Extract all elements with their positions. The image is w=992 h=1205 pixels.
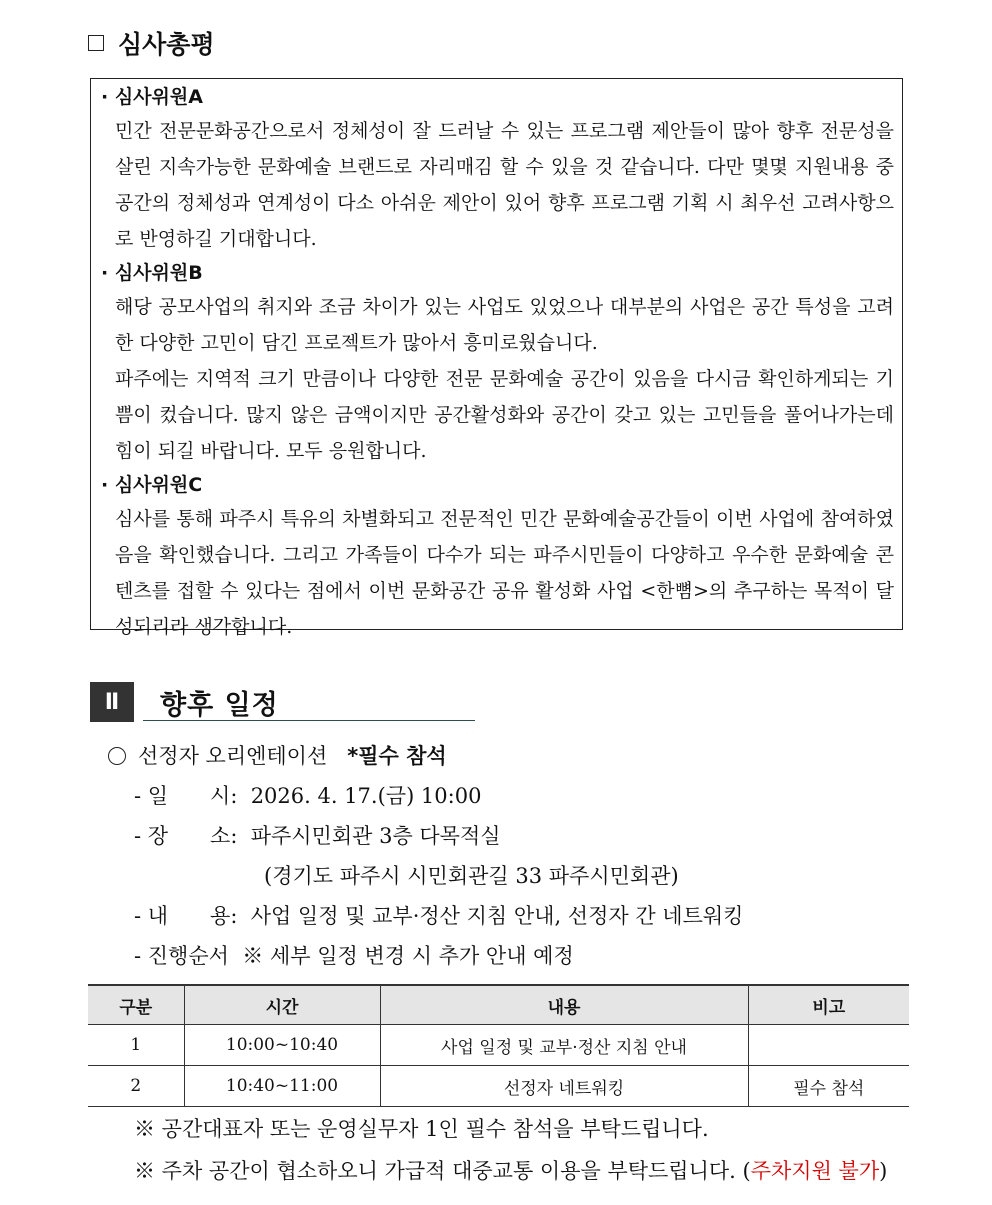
orientation-title: 선정자 오리엔테이션 bbox=[138, 744, 328, 768]
date-label: - 일 시: bbox=[134, 784, 238, 808]
content-line bbox=[108, 896, 743, 936]
note-parking-close: ) bbox=[879, 1159, 888, 1183]
cell-time: 10:40~11:00 bbox=[184, 1066, 380, 1107]
place-address: (경기도 파주시 시민회관길 33 파주시민회관) bbox=[264, 864, 679, 888]
note-parking-text: ※ 주차 공간이 협소하오니 가급적 대중교통 이용을 부탁드립니다. ( bbox=[134, 1159, 751, 1183]
schedule-table bbox=[88, 984, 909, 1107]
section2-heading bbox=[90, 682, 279, 722]
cell-time: 10:00~10:40 bbox=[184, 1025, 380, 1066]
reviewer-c-label: · 심사위원C bbox=[101, 474, 203, 496]
orientation-title-line bbox=[108, 736, 743, 776]
table-row bbox=[88, 1025, 909, 1066]
content-label: - 내 용: bbox=[134, 904, 238, 928]
cell-content: 사업 일정 및 교부·정산 지침 안내 bbox=[380, 1025, 748, 1066]
reviewer-a-text: 민간 전문문화공간으로서 정체성이 잘 드러날 수 있는 프로그램 제안들이 많아 향후 전문성을 살린 지속가능한 문화예술 브랜드로 자리매김 할 수 있을 것 같습니다. 다만 몇몇 지원내용 중 공간의 정체성과 연계성이 다소 아쉬운 제안이 있어 향후 프로그램 기획 시 최우선 고려사항으로 반영하길 기대합니다. bbox=[115, 120, 894, 250]
section1-title: 심사총평 bbox=[118, 30, 215, 59]
order-label: - 진행순서 bbox=[134, 944, 229, 968]
note-attendance: ※ 공간대표자 또는 운영실무자 1인 필수 참석을 부탁드립니다. bbox=[134, 1117, 709, 1141]
mandatory-note: *필수 참석 bbox=[347, 744, 447, 768]
date-line bbox=[108, 776, 743, 816]
order-value: ※ 세부 일정 변경 시 추가 안내 예정 bbox=[242, 944, 574, 968]
header-division: 구분 bbox=[88, 985, 184, 1025]
orientation-details bbox=[108, 736, 743, 976]
reviewer-b-text-2: 파주에는 지역적 크기 만큼이나 다양한 전문 문화예술 공간이 있음을 다시금 확인하게되는 기쁨이 컸습니다. 많지 않은 금액이지만 공간활성화와 공간이 갖고 있는 고민들을 풀어나가는데 힘이 되길 바랍니다. 모두 응원합니다. bbox=[115, 368, 894, 462]
parking-warning: 주차지원 불가 bbox=[750, 1159, 880, 1183]
checkbox-square-icon bbox=[88, 35, 104, 51]
cell-content: 선정자 네트워킹 bbox=[380, 1066, 748, 1107]
date-value: 2026. 4. 17.(금) 10:00 bbox=[250, 784, 482, 808]
header-remarks: 비고 bbox=[748, 985, 909, 1025]
reviewer-b-text: 해당 공모사업의 취지와 조금 차이가 있는 사업도 있었으나 대부분의 사업은 공간 특성을 고려한 다양한 고민이 담긴 프로젝트가 많아서 흥미로웠습니다. bbox=[115, 296, 894, 354]
section2-underline bbox=[143, 720, 475, 721]
reviewer-b-label: · 심사위원B bbox=[101, 262, 203, 284]
section-number-badge: Ⅱ bbox=[90, 682, 134, 722]
section1-heading bbox=[88, 26, 215, 60]
note-parking bbox=[134, 1150, 887, 1192]
header-content: 내용 bbox=[380, 985, 748, 1025]
reviewer-c-text: 심사를 통해 파주시 특유의 차별화되고 전문적인 민간 문화예술공간들이 이번 사업에 참여하였음을 확인했습니다. 그리고 가족들이 다수가 되는 파주시민들이 다양하고 우수한 문화예술 콘텐츠를 접할 수 있다는 점에서 이번 문화공간 공유 활성화 사업 <한뼘>의 추구하는 목적이 달성되리라 생각합니다. bbox=[115, 508, 894, 638]
reviewer-a-label: · 심사위원A bbox=[101, 86, 203, 108]
section2-title: 향후 일정 bbox=[160, 689, 279, 721]
notes bbox=[134, 1108, 887, 1192]
circle-bullet-icon bbox=[108, 747, 126, 765]
place-value: 파주시민회관 3층 다목적실 bbox=[250, 824, 501, 848]
cell-remarks bbox=[748, 1025, 909, 1066]
table-header-row bbox=[88, 985, 909, 1025]
place-label: - 장 소: bbox=[134, 824, 238, 848]
cell-division: 2 bbox=[88, 1066, 184, 1107]
cell-remarks: 필수 참석 bbox=[748, 1066, 909, 1107]
cell-division: 1 bbox=[88, 1025, 184, 1066]
place-line bbox=[108, 816, 743, 856]
order-line bbox=[108, 936, 743, 976]
header-time: 시간 bbox=[184, 985, 380, 1025]
review-summary-box bbox=[90, 78, 903, 638]
content-value: 사업 일정 및 교부·정산 지침 안내, 선정자 간 네트워킹 bbox=[250, 904, 744, 928]
table-row bbox=[88, 1066, 909, 1107]
